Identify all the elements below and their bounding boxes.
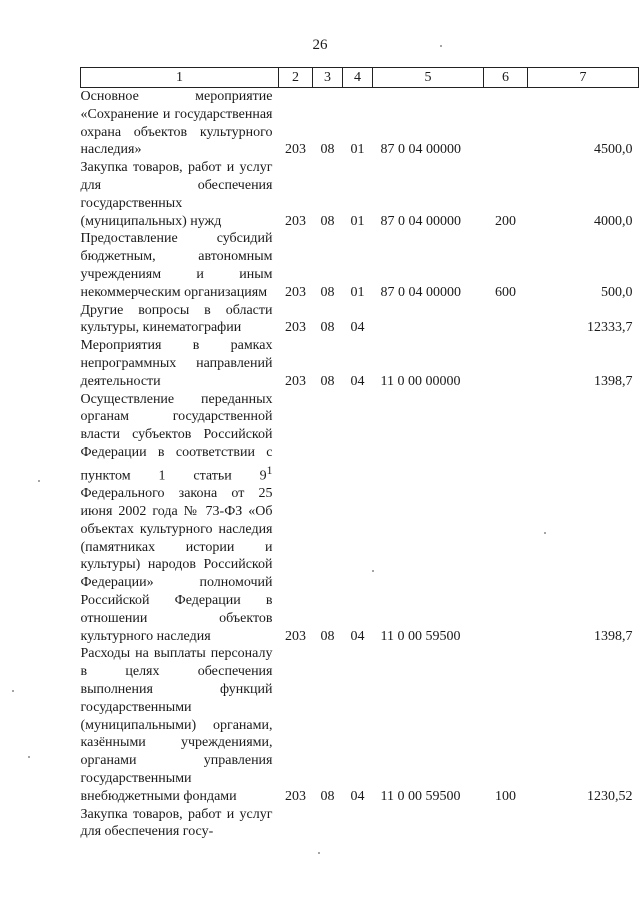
row-description: Основное мероприятие «Сохранение и государственная охрана объектов культурного наследия»	[80, 89, 273, 158]
row-subsection: 01	[350, 213, 365, 229]
row-target-article	[373, 302, 484, 338]
row-admin-code: 203	[285, 213, 306, 229]
row-description	[81, 391, 279, 646]
row-admin-code	[279, 806, 313, 842]
description-text: Осуществление переданных органам государственной власти субъектов Российской Федерации в соответствии с пунктом 1 статьи 9	[80, 391, 273, 484]
row-admin-code: 203	[285, 284, 306, 300]
row-amount	[528, 806, 639, 842]
row-expense-type: 100	[495, 788, 516, 804]
row-target-article: 11 0 00 59500	[380, 628, 461, 644]
row-subsection: 04	[350, 373, 365, 389]
row-description: Предоставление субсидий бюджетным, автономным учреждениям и иным некоммерческим организациям	[80, 231, 273, 300]
row-target-article: 11 0 00 00000	[380, 373, 461, 389]
header-row	[81, 68, 639, 88]
scan-speck	[12, 690, 14, 692]
row-expense-type	[484, 302, 528, 338]
table-body	[81, 88, 639, 842]
row-expense-type: 600	[495, 284, 516, 300]
row-expense-type: 200	[495, 213, 516, 229]
row-amount: 12333,7	[587, 320, 633, 336]
table-row	[81, 645, 639, 805]
header-col-2: 2	[279, 68, 313, 88]
row-subsection	[343, 806, 373, 842]
row-target-article: 87 0 04 00000	[380, 284, 461, 300]
table-row	[81, 391, 639, 646]
header-col-6: 6	[484, 68, 528, 88]
table-row	[81, 302, 639, 338]
superscript: 1	[266, 463, 273, 477]
row-subsection: 04	[350, 628, 365, 644]
row-admin-code: 203	[285, 320, 306, 336]
row-admin-code: 203	[285, 142, 306, 158]
row-section: 08	[320, 628, 335, 644]
row-amount: 1398,7	[594, 373, 633, 389]
table-row	[81, 806, 639, 842]
header-col-7: 7	[528, 68, 639, 88]
header-col-3: 3	[313, 68, 343, 88]
table-header	[81, 68, 639, 88]
row-subsection: 01	[350, 142, 365, 158]
row-subsection: 04	[350, 320, 365, 336]
scan-speck	[372, 570, 374, 572]
row-section: 08	[320, 788, 335, 804]
row-section: 08	[320, 142, 335, 158]
scan-speck	[28, 756, 30, 758]
row-subsection: 04	[350, 788, 365, 804]
scan-speck	[318, 852, 320, 854]
header-col-4: 4	[343, 68, 373, 88]
row-admin-code: 203	[285, 628, 306, 644]
row-description: Мероприятия в рамках непрограммных направлений деятельности	[80, 338, 273, 389]
row-target-article: 11 0 00 59500	[380, 788, 461, 804]
description-text: Федерального закона от 25 июня 2002 года № 73-ФЗ «Об объектах культурного наследия (памятниках истории и культуры) народов Российской Федерации» полномочий Российской Федерации в отношении объектов культурного наследия	[80, 486, 273, 644]
budget-table	[80, 67, 639, 841]
row-admin-code: 203	[285, 788, 306, 804]
row-description: Другие вопросы в области культуры, кинематографии	[80, 302, 273, 336]
row-target-article: 87 0 04 00000	[380, 142, 461, 158]
row-expense-type	[484, 88, 528, 160]
page-number: 26	[312, 37, 328, 53]
row-expense-type	[484, 391, 528, 646]
scan-speck	[38, 480, 40, 482]
table-row	[81, 230, 639, 301]
row-section	[313, 806, 343, 842]
row-section: 08	[320, 320, 335, 336]
header-col-5: 5	[373, 68, 484, 88]
row-section: 08	[320, 213, 335, 229]
row-target-article: 87 0 04 00000	[380, 213, 461, 229]
row-admin-code: 203	[285, 373, 306, 389]
row-target-article	[373, 806, 484, 842]
scan-speck	[440, 45, 442, 47]
row-amount: 4000,0	[594, 213, 633, 229]
header-col-1: 1	[81, 68, 279, 88]
row-description: Закупка товаров, работ и услуг для обеспечения госу-	[80, 806, 273, 840]
row-section: 08	[320, 284, 335, 300]
row-description: Закупка товаров, работ и услуг для обеспечения государственных (муниципальных) нужд	[80, 160, 273, 229]
row-subsection: 01	[350, 284, 365, 300]
row-amount: 4500,0	[594, 142, 633, 158]
table-row	[81, 88, 639, 160]
row-expense-type	[484, 806, 528, 842]
scan-speck	[544, 532, 546, 534]
table-row	[81, 159, 639, 230]
row-amount: 1398,7	[594, 628, 633, 644]
row-amount: 1230,52	[587, 788, 633, 804]
row-section: 08	[320, 373, 335, 389]
row-expense-type	[484, 337, 528, 390]
row-amount: 500,0	[601, 284, 633, 300]
table-row	[81, 337, 639, 390]
row-description: Расходы на выплаты персоналу в целях обеспечения выполнения функций государственными (муниципальными) органами, казёнными учреждениями, органами управления государственными внебюджетными фондами	[80, 646, 273, 804]
